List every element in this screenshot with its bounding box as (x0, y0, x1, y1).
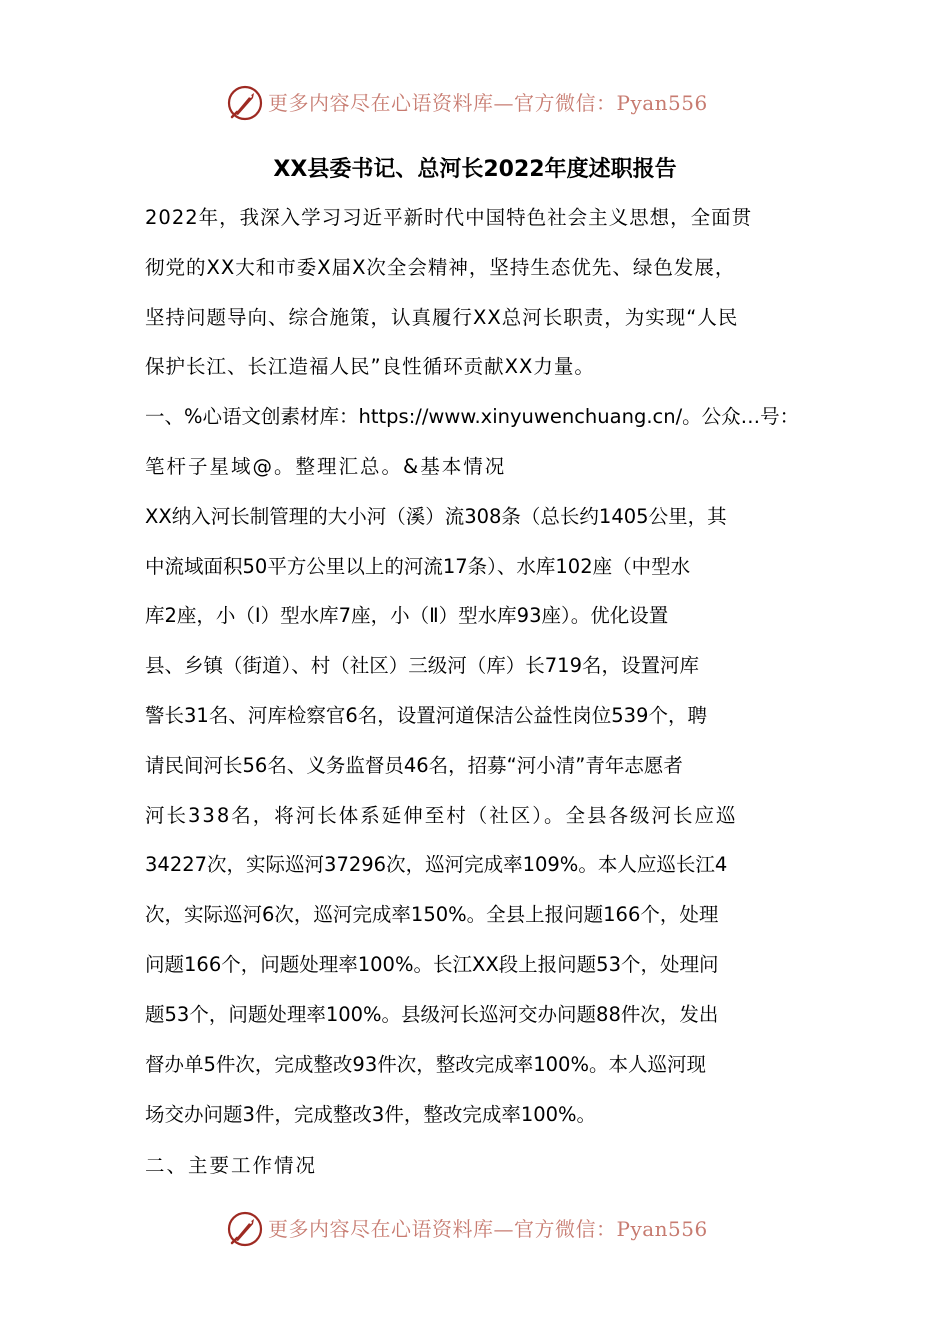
body-line: 请民间河长56名、义务监督员46名，招募“河小清”青年志愿者 (145, 754, 683, 777)
body-line: 彻党的XX大和市委X届X次全会精神，坚持生态优先、绿色发展， (145, 256, 736, 279)
watermark-banner-bottom (0, 1206, 950, 1252)
section-heading: 二、主要工作情况 (145, 1154, 318, 1177)
watermark-text: 更多内容尽在心语资料库—官方微信：Pyan556 (268, 91, 708, 115)
body-line: 警长31名、河库检察官6名，设置河道保洁公益性岗位539个，聘 (145, 704, 707, 727)
body-line: 场交办问题3件，完成整改3件，整改完成率100%。 (145, 1103, 597, 1126)
pen-nib-circle-icon (226, 84, 264, 122)
body-line: 题53个，问题处理率100%。县级河长巡河交办问题88件次，发出 (145, 1003, 719, 1026)
body-line: 笔杆子星域@。整理汇总。&基本情况 (145, 455, 507, 478)
pen-nib-circle-icon (226, 1210, 264, 1248)
watermark-banner-top (0, 80, 950, 126)
body-line: 中流域面积50平方公里以上的河流17条）、水库102座（中型水 (145, 555, 691, 578)
body-line: 次，实际巡河6次，巡河完成率150%。全县上报问题166个，处理 (145, 903, 719, 926)
body-line: 坚持问题导向、综合施策，认真履行XX总河长职责，为实现“人民 (145, 306, 739, 329)
body-line: 河长338名，将河长体系延伸至村（社区）。全县各级河长应巡 (145, 804, 738, 827)
body-line: 保护长江、长江造福人民”良性循环贡献XX力量。 (145, 355, 595, 378)
document-title: XX县委书记、总河长2022年度述职报告 (273, 157, 677, 182)
watermark-text: 更多内容尽在心语资料库—官方微信：Pyan556 (268, 1217, 708, 1241)
body-line: 督办单5件次，完成整改93件次，整改完成率100%。本人巡河现 (145, 1053, 706, 1076)
body-line: 2022年，我深入学习习近平新时代中国特色社会主义思想，全面贯 (145, 206, 753, 229)
body-line: 一、%心语文创素材库：https://www.xinyuwenchuang.cn/。公众…号： (145, 405, 800, 428)
body-line: 库2座，小（Ⅰ）型水库7座，小（Ⅱ）型水库93座）。优化设置 (145, 604, 669, 627)
body-line: 县、乡镇（街道）、村（社区）三级河（库）长719名，设置河库 (145, 654, 699, 677)
body-line: 问题166个，问题处理率100%。长江XX段上报问题53个，处理问 (145, 953, 719, 976)
body-line: 34227次，实际巡河37296次，巡河完成率109%。本人应巡长江4 (145, 853, 728, 876)
body-line: XX纳入河长制管理的大小河（溪）流308条（总长约1405公里，其 (145, 505, 727, 528)
